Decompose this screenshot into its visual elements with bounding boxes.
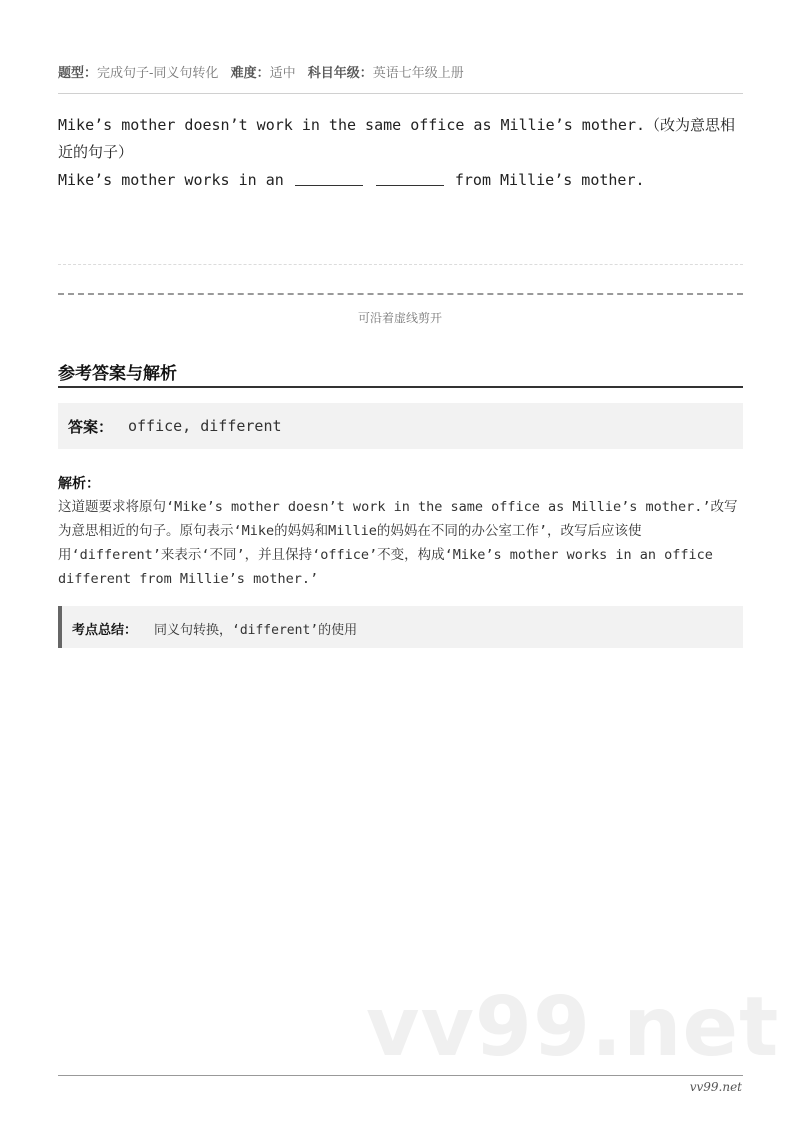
footer-site: vv99.net (689, 1080, 742, 1094)
question-line-2-before: Mike’s mother works in an (58, 171, 284, 189)
answer-box (58, 403, 743, 449)
meta-divider (58, 93, 743, 94)
difficulty-label: 难度： (230, 66, 270, 81)
analysis-label: 解析： (58, 476, 100, 492)
cut-label: 可沿着虚线剪开 (357, 311, 442, 325)
section-divider (58, 386, 743, 388)
analysis-text: 这道题要求将原句‘Mike’s mother doesn’t work in the same office as Millie’s mother.’改写为意思相近的句子。原句表示‘Mike的妈妈和Millie的妈妈在不同的办公室工作’，改写后应该使用‘different’来表示‘不同’，并且保持‘office’不变，构成‘Mike’s mother works in an office different from Millie’s mother.’ (58, 499, 738, 587)
question-line-2-after: from Millie’s mother. (454, 171, 645, 189)
subject-label: 科目年级： (307, 66, 373, 81)
question-body (58, 112, 743, 194)
type-label: 题型： (58, 66, 98, 81)
answer-label: 答案： (68, 418, 114, 436)
answer-blank-2[interactable] (376, 169, 444, 186)
cut-line (58, 293, 743, 295)
answer-text: office, different (128, 417, 282, 435)
answer-blank-1[interactable] (295, 169, 363, 186)
question-line-1: Mike’s mother doesn’t work in the same office as Millie’s mother.（改为意思相近的句子） (58, 116, 736, 161)
summary-label: 考点总结： (72, 623, 138, 638)
cut-line-light (58, 264, 743, 265)
subject-value: 英语七年级上册 (372, 66, 464, 81)
question-meta (58, 62, 472, 81)
type-value: 完成句子-同义句转化 (97, 66, 219, 81)
footer-divider (58, 1075, 743, 1076)
section-title: 参考答案与解析 (58, 364, 177, 384)
difficulty-value: 适中 (269, 66, 296, 81)
summary-box (58, 606, 743, 648)
watermark: vv99.net (366, 980, 780, 1075)
summary-text: 同义句转换，‘different’的使用 (154, 623, 358, 638)
question-line-2 (58, 167, 743, 194)
